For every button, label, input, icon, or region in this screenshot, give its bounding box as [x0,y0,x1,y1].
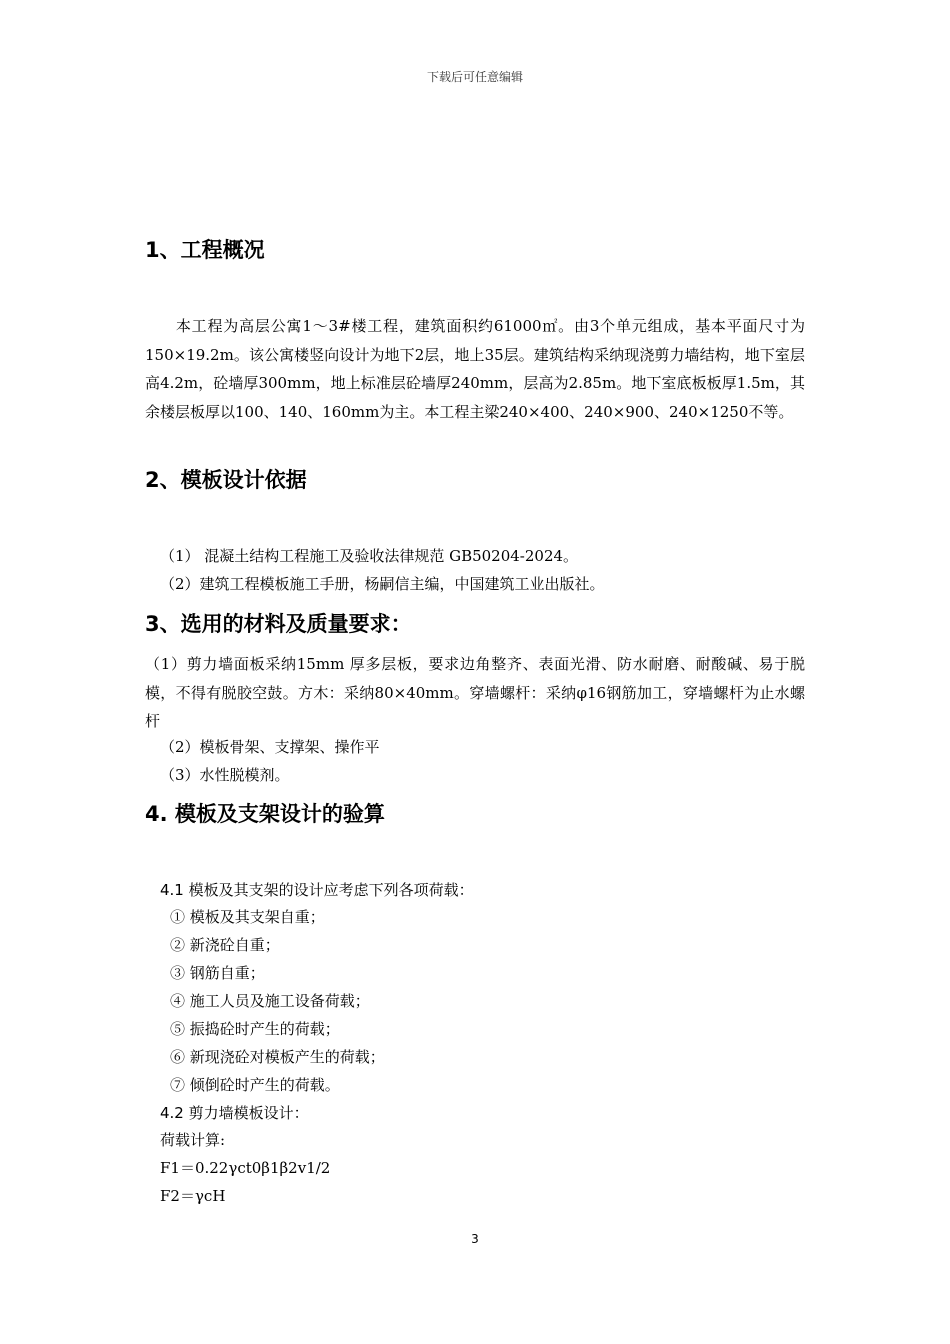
subsection-4-1-title: 4.1 模板及其支架的设计应考虑下列各项荷载： [160,881,474,899]
section-4-title: 4. 模板及支架设计的验算 [145,802,385,826]
calc-label: 荷载计算: [160,1131,226,1149]
page-number: 3 [471,1232,479,1246]
section-1-paragraph [145,312,805,426]
section-1-text: 本工程为高层公寓1～3#楼工程，建筑面积约61000㎡。由3个单元组成，基本平面尺寸为150×19.2m。该公寓楼竖向设计为地下2层，地上35层。建筑结构采纳现浇剪力墙结构，地下室层高4.2m，砼墙厚300mm，地上标准层砼墙厚240mm，层高为2.85m。地下室底板板厚1.5m，其余楼层板厚以100、140、160mm为主。本工程主梁240×400、240×900、240×1250不等。 [145,317,805,421]
load-item: ④ 施工人员及施工设备荷载； [170,992,370,1010]
section-3-title: 3、选用的材料及质量要求： [145,612,412,636]
section-1-title: 1、工程概况 [145,238,265,262]
material-item-2: （2）模板骨架、支撑架、操作平 [160,738,380,756]
load-item: ⑤ 振捣砼时产生的荷载； [170,1020,340,1038]
formula-f1: F1＝0.22γct0β1β2v1/2 [160,1159,331,1177]
section-2-title: 2、模板设计依据 [145,468,307,492]
load-item: ⑦ 倾倒砼时产生的荷载。 [170,1076,340,1094]
load-item: ② 新浇砼自重； [170,936,280,954]
reference-item-1: （1） 混凝土结构工程施工及验收法律规范 GB50204-2024。 [160,547,579,565]
header-note: 下载后可任意编辑 [426,70,523,84]
reference-item-2: （2）建筑工程模板施工手册，杨嗣信主编，中国建筑工业出版社。 [160,575,605,593]
load-item: ⑥ 新现浇砼对模板产生的荷载； [170,1048,385,1066]
formula-f2: F2＝γcH [160,1187,226,1205]
subsection-4-2-title: 4.2 剪力墙模板设计： [160,1104,309,1122]
material-item-1: （1）剪力墙面板采纳15mm 厚多层板，要求边角整齐、表面光滑、防水耐磨、耐酸碱、易于脱模，不得有脱胶空鼓。方木：采纳80×40mm。穿墙螺杆：采纳φ16钢筋加工，穿墙螺杆为止水螺杆 [145,655,805,730]
material-item-3: （3）水性脱模剂。 [160,766,290,784]
load-item: ① 模板及其支架自重； [170,908,325,926]
load-item: ③ 钢筋自重； [170,964,265,982]
